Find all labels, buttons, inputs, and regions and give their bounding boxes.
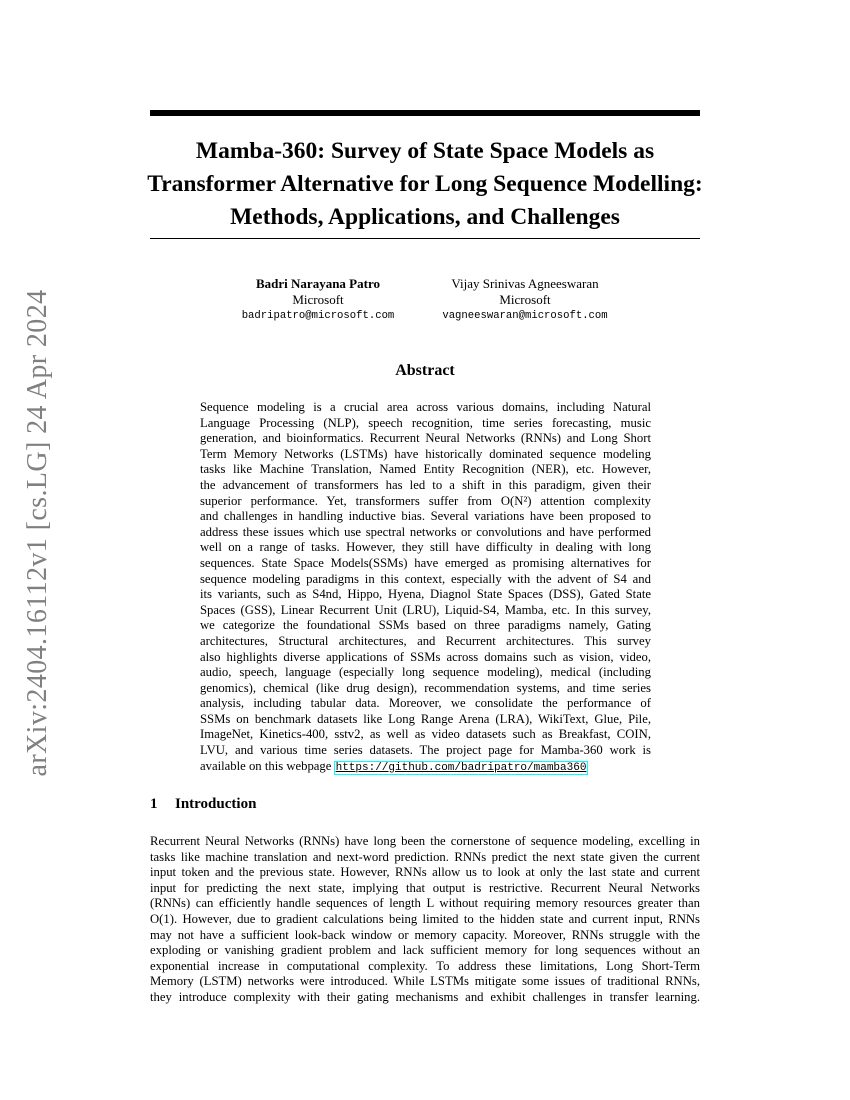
section-number: 1 — [150, 796, 158, 812]
paper-title — [140, 135, 710, 234]
author-name: Badri Narayana Patro — [256, 276, 380, 291]
author-name: Vijay Srinivas Agneeswaran — [451, 276, 599, 291]
author-email: badripatro@microsoft.com — [241, 310, 395, 322]
arxiv-identifier-stamp: arXiv:2404.16112v1 [cs.LG] 24 Apr 2024 — [22, 289, 53, 777]
abstract-line: the advancement of transformers has led to a shift in this paradigm, given their — [200, 477, 651, 492]
abstract-body — [200, 400, 651, 776]
title-top-rule — [150, 110, 700, 116]
abstract-line: Language Processing (NLP), speech recognition, time series forecasting, music — [200, 415, 651, 430]
abstract-line: superior performance. Yet, transformers suffer from O(N²) attention complexity — [200, 493, 651, 508]
abstract-link-prefix: available on this webpage — [200, 758, 332, 773]
author-affiliation: Microsoft — [292, 292, 344, 307]
abstract-line: ImageNet, Kinetics-400, sstv2, as well as video datasets such as Breakfast, COIN, — [200, 727, 651, 742]
title-line: Methods, Applications, and Challenges — [230, 204, 620, 230]
abstract-heading: Abstract — [395, 362, 455, 379]
section-heading — [150, 796, 256, 813]
abstract-line: Spaces (GSS), Linear Recurrent Unit (LRU), Liquid-S4, Mamba, etc. In this survey, — [200, 602, 651, 617]
abstract-line: sequence modeling paradigms in this context, especially with the advent of S4 and — [200, 571, 651, 586]
abstract-line: address these issues which use spectral networks or convolutions and have performed — [200, 524, 651, 539]
author-block — [425, 276, 625, 325]
intro-line: (RNNs) can efficiently handle sequences of length L without requiring memory resources greater than — [150, 896, 700, 911]
intro-line: exploding or vanishing gradient problem and lack sufficient memory for long sequences without an — [150, 943, 700, 958]
abstract-line: Sequence modeling is a crucial area across various domains, including Natural — [200, 400, 651, 414]
abstract-line: audio, speech, language (especially long sequence modeling), medical (including — [200, 665, 651, 680]
abstract-last-line — [200, 759, 651, 777]
intro-line: O(1). However, due to gradient calculations being limited to the hidden state and current input, RNNs — [150, 911, 700, 926]
project-page-link[interactable]: https://github.com/badripatro/mamba360 — [335, 761, 587, 774]
abstract-line: Term Memory Networks (LSTMs) have historically dominated sequence modeling — [200, 446, 651, 461]
abstract-line: well on a range of tasks. However, they still have difficulty in dealing with long — [200, 540, 651, 555]
abstract-line: and challenges in handling inductive bias. Several variations have been proposed to — [200, 509, 651, 524]
introduction-body — [150, 834, 700, 1006]
abstract-line: analysis, including tabular data. Moreover, we consolidate the performance of — [200, 696, 651, 711]
abstract-line: SSMs on benchmark datasets like Long Range Arena (LRA), WikiText, Glue, Pile, — [200, 711, 651, 726]
title-line: Mamba-360: Survey of State Space Models as — [195, 138, 655, 164]
abstract-line: its variants, such as S4nd, Hippo, Hyena, Diagnol State Spaces (DSS), Gated State — [200, 587, 651, 602]
intro-line: input for predicting the next state, implying that output is restrictive. Recurrent Neural Networks — [150, 880, 700, 895]
title-line: Transformer Alternative for Long Sequence Modelling: — [147, 171, 703, 197]
intro-line: input token and the previous state. However, RNNs allow us to look at only the last state and current — [150, 865, 700, 880]
author-block — [218, 276, 418, 325]
abstract-line: we categorize the foundational SSMs based on three paradigms namely, Gating — [200, 618, 651, 633]
author-affiliation: Microsoft — [499, 292, 551, 307]
title-bottom-rule — [150, 238, 700, 239]
abstract-line: sequences. State Space Models(SSMs) have emerged as promising alternatives for — [200, 555, 651, 570]
abstract-line: architectures, Structural architectures, and Recurrent architectures. This survey — [200, 633, 651, 648]
intro-line: exponential increase in computational complexity. To address these limitations, Long Short-Term — [150, 958, 700, 973]
intro-line: Memory (LSTM) networks were introduced. While LSTMs mitigate some issues of traditional RNNs, — [150, 974, 700, 989]
abstract-line: genomics), chemical (like drug design), recommendation systems, and time series — [200, 680, 651, 695]
abstract-line: generation, and bioinformatics. Recurrent Neural Networks (RNNs) and Long Short — [200, 431, 651, 446]
section-title: Introduction — [175, 796, 257, 812]
intro-line: tasks like machine translation and next-word prediction. RNNs predict the next state given the current — [150, 849, 700, 864]
abstract-line: tasks like Machine Translation, Named Entity Recognition (NER), etc. However, — [200, 462, 651, 477]
intro-line: Recurrent Neural Networks (RNNs) have long been the cornerstone of sequence modeling, excelling in — [150, 834, 700, 848]
intro-line: may not have a sufficient look-back window or memory capacity. Moreover, RNNs struggle with the — [150, 927, 700, 942]
intro-line: they introduce complexity with their gating mechanisms and exhibit challenges in transfer learning. — [150, 989, 700, 1004]
abstract-line: LVU, and various time series datasets. The project page for Mamba-360 work is — [200, 743, 651, 758]
author-email: vagneeswaran@microsoft.com — [442, 310, 608, 322]
abstract-line: also highlights diverse applications of SSMs across domains such as vision, video, — [200, 649, 651, 664]
